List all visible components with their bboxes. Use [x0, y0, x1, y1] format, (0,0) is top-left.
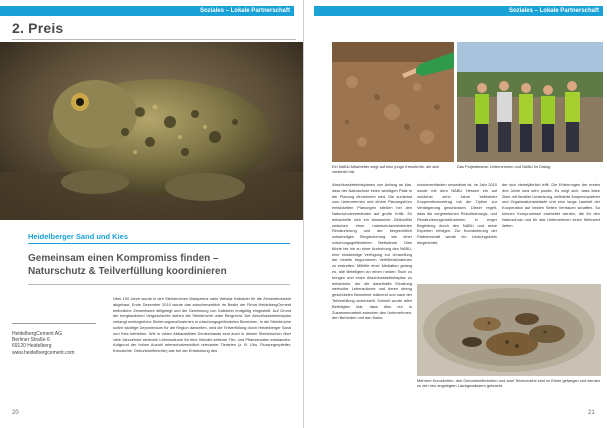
- subheading-rule: [28, 243, 290, 244]
- bucket-photo: [417, 284, 601, 376]
- soil-photo: [332, 42, 454, 162]
- company-address: [12, 331, 75, 356]
- body-text: [113, 296, 291, 354]
- right-page: [304, 0, 607, 428]
- heading-rule: [12, 39, 296, 40]
- section-label: Soziales – Lokale Partnerschaft: [199, 8, 290, 14]
- body-paragraph: Über 100 Jahre wurde in den Steinbrüchen Malapertus nahe Wetzlar Kalkstein für die Zementindustrie abgebaut. Ende Dezember 2010 wurde das zwischenzeitlich im Besitz der Firma HeidelbergCement befindliche Zementwerk stillgelegt und die Gewinnung von Kalkstein endgültig eingestellt. Auf Grund der bergbaulichen Vergeschichte stehen die Steinbrüche unter Bergrecht. Der Abschlussbetriebsplan verlangt umfangreiche Sicherungsmaßnahmen in rutschungsgefährdeten Bereichen. In die Steinbrüche sollen wichtige Deponieraum für die Region darstellen, wird die Teilverfüllung durch Heidelberger Sand und Kies betrieben. Wie in vielen Abbaustätten Deutschlands sind auch in diesen Steinbrüchen über viele Jahrzehnte wertvolle Lebensräume für eine Vielzahl seltener Tier- und Pflanzenarten entstanden. Aufgrund der hohen Anzahl artenschutzrechtlich relevanter Tierarten (z. B. Uhu, Flussregenpfeifer, Kreuzkröte, Geburtshelferkröte) war bei der Entwicklung des: [113, 296, 291, 354]
- address-line: Berliner Straße 6: [12, 337, 50, 344]
- photo-caption: Ein NABU-Mitarbeiter zeigt auf eine junge Kreuzkröte, die sich versteckt hat.: [332, 164, 440, 174]
- body-column-3: [502, 182, 600, 228]
- photo-caption: Mehrere Kreuzkröten, drei Geburtshelferkröten und zwei Teichmolche sind im Eimer gefangen und werden zu den neu angelegten Laichgewässern gebracht.: [417, 378, 601, 388]
- team-photo: [457, 42, 603, 162]
- address-line: www.heidelbergcement.com: [12, 349, 75, 356]
- body-column-1: [332, 182, 412, 321]
- body-column-2: [417, 182, 497, 246]
- address-line: 69120 Heidelberg: [12, 343, 52, 350]
- photo-caption: Das Projektteams: Unternehmen und NABU im Dialog.: [457, 164, 552, 169]
- page-heading: 2. Preis: [12, 20, 64, 36]
- title-line: Naturschutz & Teilverfüllung koordinieren: [28, 266, 227, 277]
- body-paragraph: schutzverbänden umsetzbar ist. Im Jahr 2010 wurde mit dem NABU Hessen ein auf zunächst zehn Jahre befristeter Kooperationsvertrag mit der Option zur Verlängerung geschlossen. Dieser regelt, dass die vorgesehenen Rekultivierungs- und Renaturierungsmaßnahmen in enger Begleitung durch den NABU und seine Experten erfolgen. Zur Koordinierung der Partnerschaft wurde ein Lenkungskreis eingerichtet,: [417, 182, 497, 245]
- title-line: Gemeinsam einen Kompromiss finden –: [28, 253, 219, 264]
- body-paragraph: Abschlussbetriebsplanes von Anfang an klar, dass der Naturschutz einen wichtigen Platz in der Planung einnehmen wird. Die zunächst vom Unternehmen und einem Planungsbüro entwickelten Planungen stießen bei den Naturschutzverbänden auf große Kritik. Es entwickelte sich ein klassischer Zielkonflikt zwischen einer naturschutzorientierten Renaturierung und der bergrechtlich notwendigen Bergsicherung wie einer rutschungsgefährdeten Steilwände. Dies führte bis hin zu einer Androhung des NABU, eine einstweilige Verfügung zur Umstellung der bereits begonnenen Verfüllmaßnahmen zu erstreiten. Mithilfe einer Mediation gelang es, alle Beteiligten an einen runden Tisch zu bringen und einen Abschlussbetriebsplan zu entwickeln, der die dauerhafte Erhaltung wertvoller Lebensräume und deren streng geschützten Bewohner während und nach der Teilverfüllung sicherstellt. Schnell wurde allen Beteiligten klar, dass dies nur in Zusammenarbeit zwischen den Unternehmen, den Behörden und den Natur-: [332, 182, 412, 321]
- address-line: HeidelbergCement AG: [12, 331, 63, 337]
- address-rule: [12, 323, 96, 324]
- toad-photo: [0, 42, 303, 220]
- page-number: 21: [588, 410, 595, 416]
- body-paragraph: der sich vierteljährlich trifft. Die Erfahrungen der ersten drei Jahre sind sehr positiv. Es zeigt sich, dass klare Ziele mit flexibler Umsetzung, definierte Ansprechpartner und Organisationsabläufe und eine lange Laufzeit der Kooperation auf beiden Seiten Vertrauen schaffen. So können Kompromisse erarbeitet werden, die für den Naturschutz und für das Unternehmen einen Mehrwert liefern.: [502, 182, 600, 228]
- subheading: Heidelberger Sand und Kies: [28, 232, 129, 241]
- title-rule: [28, 284, 290, 285]
- page-number: 20: [12, 410, 19, 416]
- section-label: Soziales – Lokale Partnerschaft: [508, 8, 599, 14]
- left-page: [0, 0, 303, 428]
- article-title: [28, 252, 278, 278]
